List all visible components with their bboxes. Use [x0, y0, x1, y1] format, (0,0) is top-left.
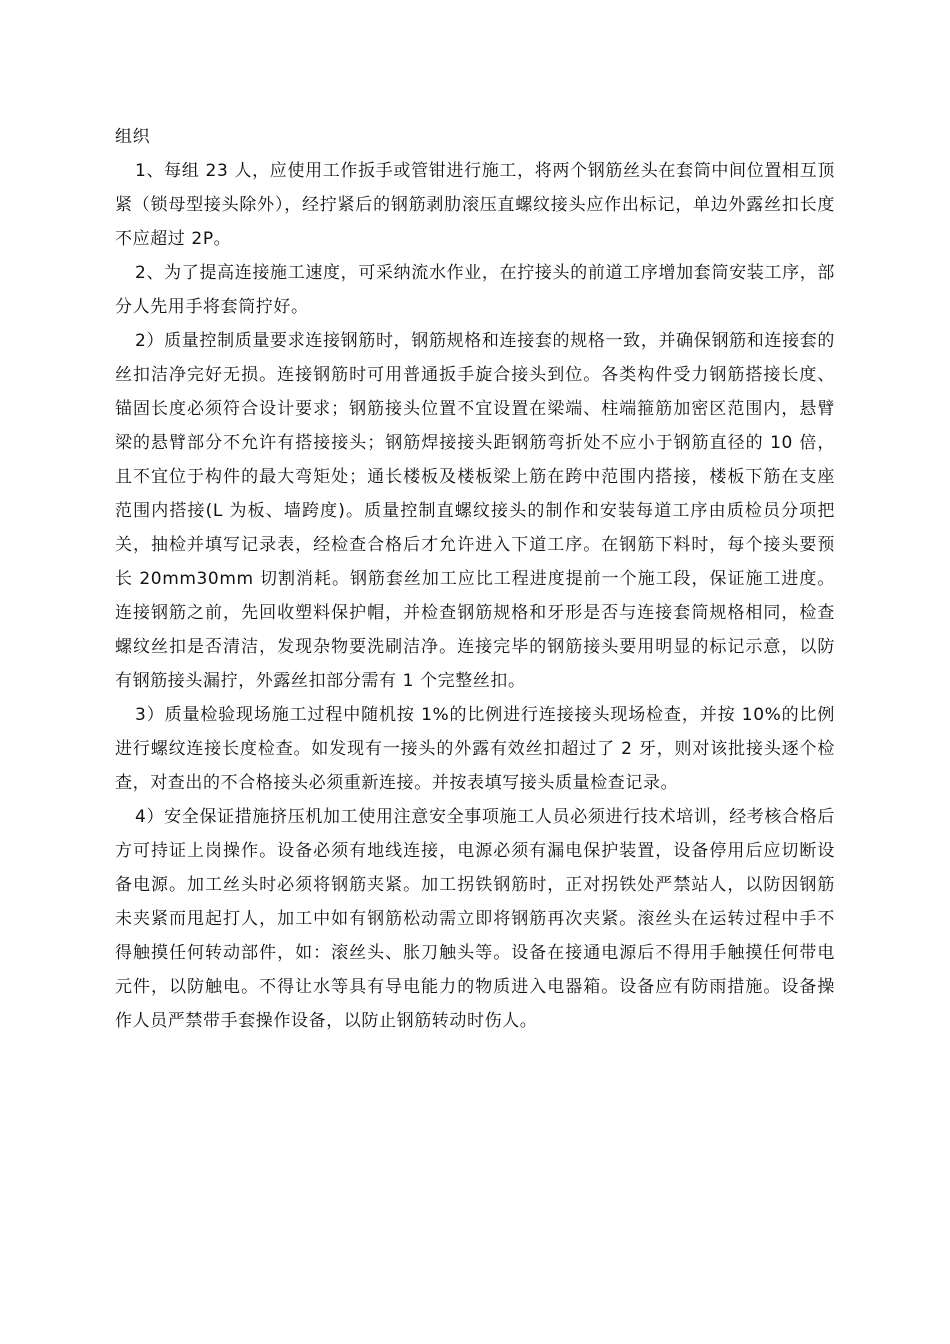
paragraph-quality-control: 2）质量控制质量要求连接钢筋时，钢筋规格和连接套的规格一致，并确保钢筋和连接套的丝扣洁净完好无损。连接钢筋时可用普通扳手旋合接头到位。各类构件受力钢筋搭接长度、锚固长度必须符合设计要求；钢筋接头位置不宜设置在梁端、柱端箍筋加密区范围内，悬臂梁的悬臂部分不允许有搭接接头；钢筋焊接接头距钢筋弯折处不应小于钢筋直径的 10 倍，且不宜位于构件的最大弯矩处；通长楼板及楼板梁上筋在跨中范围内搭接，楼板下筋在支座范围内搭接(L 为板、墙跨度)。质量控制直螺纹接头的制作和安装每道工序由质检员分项把关，抽检并填写记录表，经检查合格后才允许进入下道工序。在钢筋下料时，每个接头要预长 20mm30mm 切割消耗。钢筋套丝加工应比工程进度提前一个施工段，保证施工进度。连接钢筋之前，先回收塑料保护帽，并检查钢筋规格和牙形是否与连接套筒规格相同，检查螺纹丝扣是否清洁，发现杂物要洗刷洁净。连接完毕的钢筋接头要用明显的标记示意，以防有钢筋接头漏拧，外露丝扣部分需有 1 个完整丝扣。	[115, 331, 835, 691]
document-body	[115, 120, 835, 1038]
section-heading: 组织	[115, 127, 151, 147]
paragraph-safety-measures: 4）安全保证措施挤压机加工使用注意安全事项施工人员必须进行技术培训，经考核合格后方可持证上岗操作。设备必须有地线连接，电源必须有漏电保护装置，设备停用后应切断设备电源。加工丝头时必须将钢筋夹紧。加工拐铁钢筋时，正对拐铁处严禁站人，以防因钢筋未夹紧而甩起打人，加工中如有钢筋松动需立即将钢筋再次夹紧。滚丝头在运转过程中手不得触摸任何转动部件，如：滚丝头、胀刀触头等。设备在接通电源后不得用手触摸任何带电元件，以防触电。不得让水等具有导电能力的物质进入电器箱。设备应有防雨措施。设备操作人员严禁带手套操作设备，以防止钢筋转动时伤人。	[115, 807, 835, 1031]
paragraph-2: 2、为了提高连接施工速度，可采纳流水作业，在拧接头的前道工序增加套筒安装工序，部分人先用手将套筒拧好。	[115, 263, 835, 317]
paragraph-quality-inspection: 3）质量检验现场施工过程中随机按 1%的比例进行连接接头现场检查，并按 10%的比例进行螺纹连接长度检查。如发现有一接头的外露有效丝扣超过了 2 牙，则对该批接头逐个检查，对查出的不合格接头必须重新连接。并按表填写接头质量检查记录。	[115, 705, 835, 793]
paragraph-1: 1、每组 23 人，应使用工作扳手或管钳进行施工，将两个钢筋丝头在套筒中间位置相互顶紧（锁母型接头除外），经拧紧后的钢筋剥肋滚压直螺纹接头应作出标记，单边外露丝扣长度不应超过 2P。	[115, 161, 835, 249]
